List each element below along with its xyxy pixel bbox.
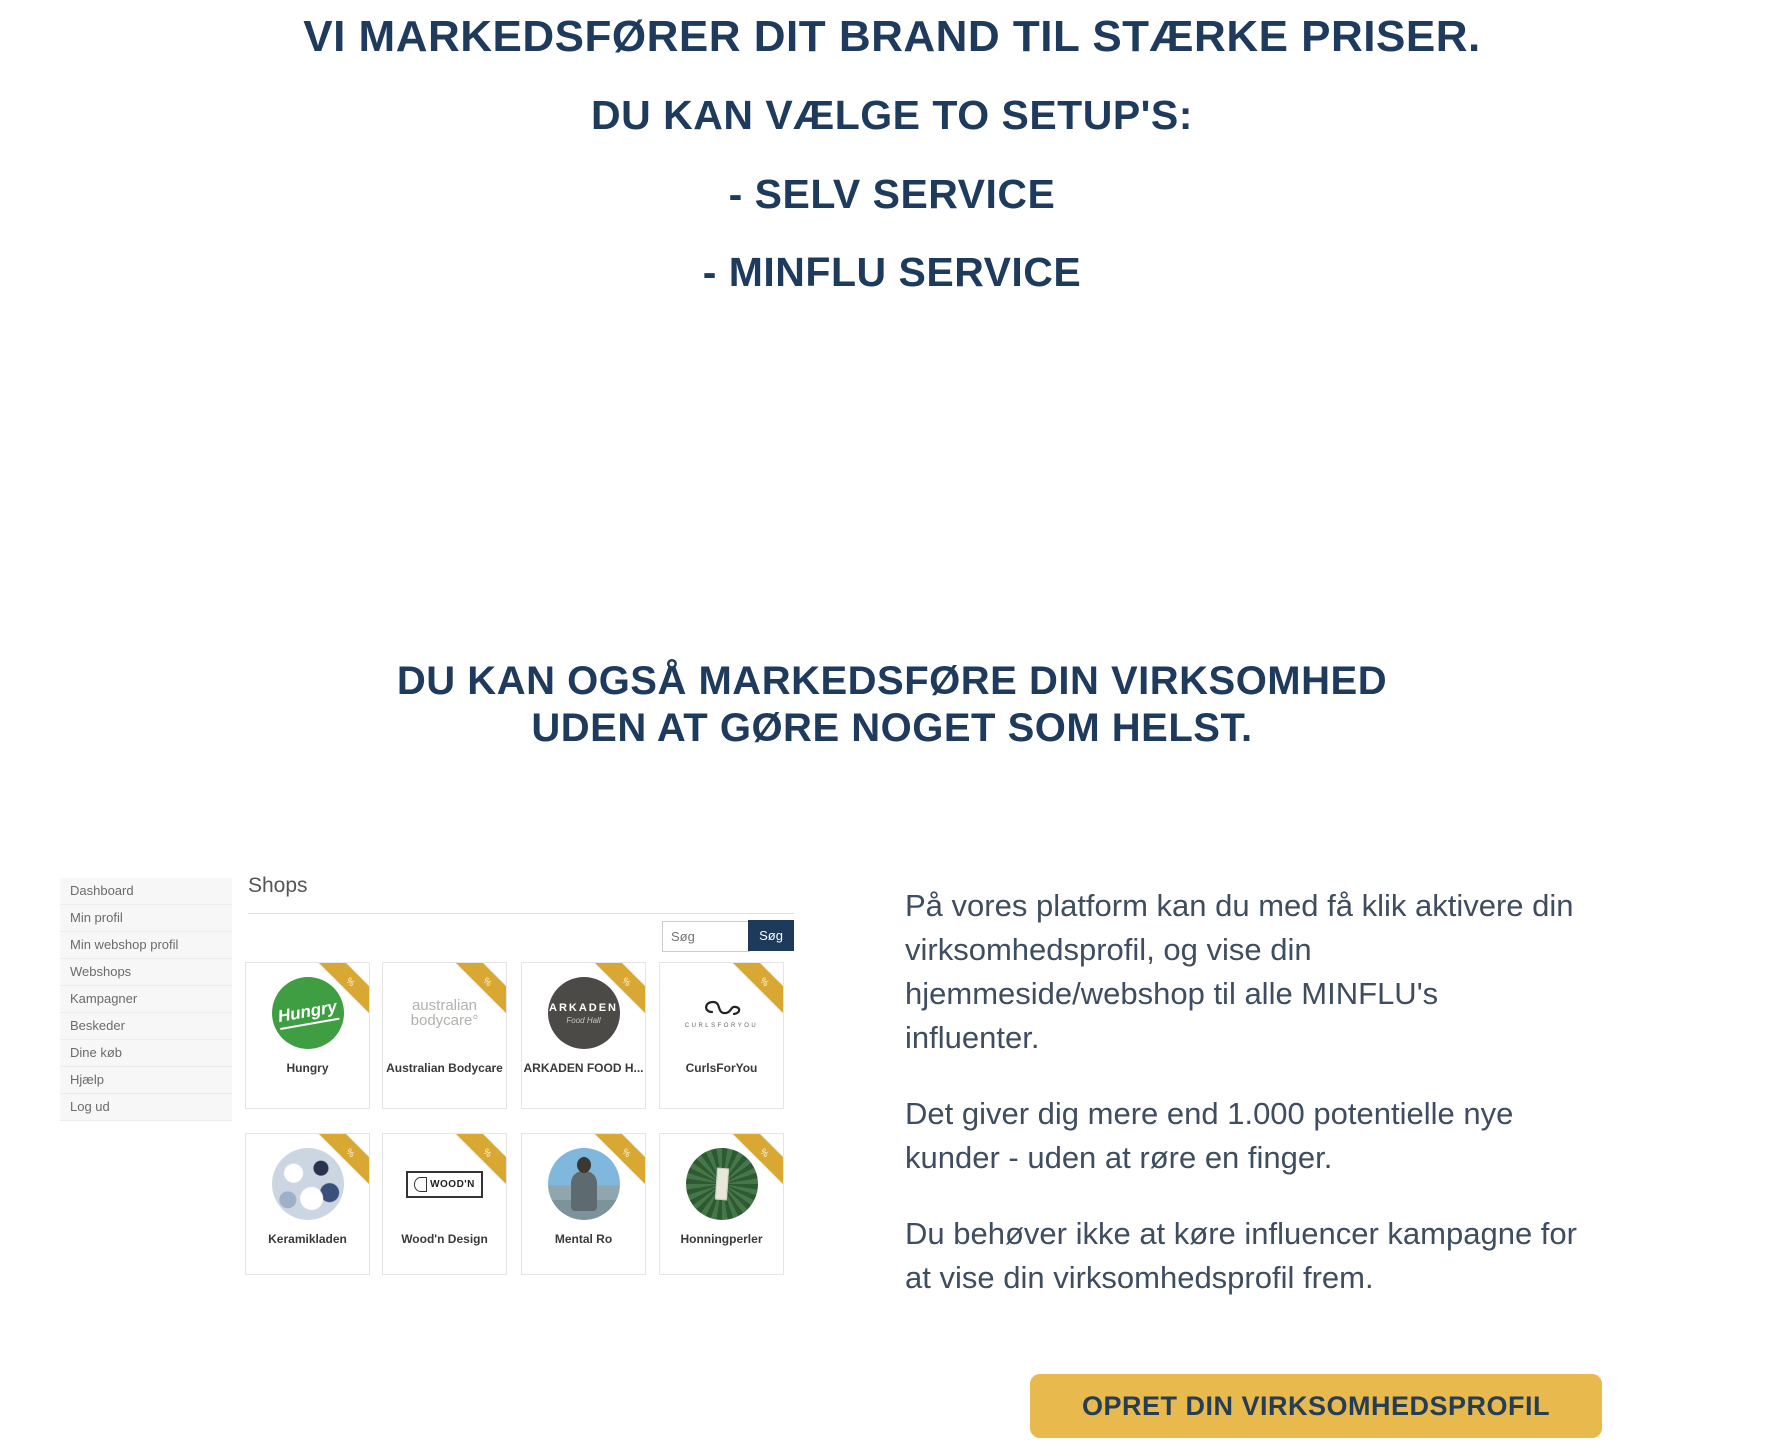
shop-card-australian-bodycare[interactable] bbox=[382, 962, 507, 1109]
discount-ribbon: % bbox=[447, 962, 507, 1022]
p3-line-2: at vise din virksomhedsprofil frem. bbox=[905, 1260, 1374, 1295]
australian-bodycare-logo bbox=[409, 977, 481, 1049]
description-column bbox=[905, 884, 1745, 1332]
discount-ribbon: % bbox=[724, 1133, 784, 1193]
discount-ribbon: % bbox=[586, 1133, 646, 1193]
arkaden-logo-text: ARKADEN bbox=[549, 1001, 618, 1014]
sidebar-item-hjaelp[interactable]: Hjælp bbox=[60, 1067, 232, 1094]
shop-name: ARKADEN FOOD H... bbox=[523, 1061, 644, 1075]
shops-grid bbox=[245, 962, 794, 1275]
curlsforyou-swirl-icon bbox=[700, 998, 744, 1020]
section-heading-line-1: DU KAN OGSÅ MARKEDSFØRE DIN VIRKSOMHED bbox=[396, 659, 1388, 703]
p1-line-3: hjemmeside/webshop til alle MINFLU's bbox=[905, 976, 1439, 1011]
shop-name: Wood'n Design bbox=[401, 1232, 488, 1246]
arkaden-logo bbox=[548, 977, 620, 1049]
sidebar-item-webshops[interactable]: Webshops bbox=[60, 959, 232, 986]
woodn-logo-box bbox=[406, 1171, 483, 1198]
keramikladen-logo-photo bbox=[272, 1148, 344, 1220]
sidebar-item-dine-koeb[interactable]: Dine køb bbox=[60, 1040, 232, 1067]
section-heading bbox=[0, 658, 1784, 752]
honningperler-logo-photo bbox=[686, 1148, 758, 1220]
hero-option-minflu-service: - MINFLU SERVICE bbox=[702, 249, 1082, 295]
woodn-log-icon bbox=[414, 1177, 427, 1192]
woodn-design-logo bbox=[399, 1148, 491, 1220]
woodn-logo-text: WOOD'N bbox=[430, 1178, 475, 1190]
shop-card-woodn-design[interactable] bbox=[382, 1133, 507, 1275]
shop-name: Mental Ro bbox=[554, 1232, 613, 1246]
person-silhouette bbox=[571, 1171, 597, 1211]
hero-heading-2: DU KAN VÆLGE TO SETUP'S: bbox=[591, 92, 1193, 138]
shop-name: Hungry bbox=[286, 1061, 329, 1075]
shops-search-button[interactable]: Søg bbox=[748, 920, 794, 951]
discount-ribbon: % bbox=[310, 1133, 370, 1193]
p1-line-2: virksomhedsprofil, og vise din bbox=[905, 932, 1312, 967]
curlsforyou-logo-subtext: CURLSFORYOU bbox=[684, 1022, 759, 1029]
discount-ribbon: % bbox=[586, 962, 646, 1022]
p1-line-4: influenter. bbox=[905, 1020, 1040, 1055]
sidebar-item-dashboard[interactable]: Dashboard bbox=[60, 878, 232, 905]
shop-card-mental-ro[interactable] bbox=[521, 1133, 646, 1275]
shops-search-input[interactable] bbox=[662, 921, 750, 952]
ab-logo-line-2: bodycare° bbox=[410, 1012, 479, 1029]
create-company-profile-button[interactable]: OPRET DIN VIRKSOMHEDSPROFIL bbox=[1030, 1374, 1602, 1438]
shop-card-hungry[interactable] bbox=[245, 962, 370, 1109]
paragraph-customers bbox=[905, 1092, 1745, 1180]
product-label-shape bbox=[714, 1168, 728, 1201]
discount-ribbon: % bbox=[447, 1133, 507, 1193]
ab-logo-line-1: australian bbox=[411, 997, 478, 1014]
shop-name: Keramikladen bbox=[268, 1232, 347, 1246]
hero-option-selv-service: - SELV SERVICE bbox=[728, 171, 1056, 217]
mental-ro-logo-photo bbox=[548, 1148, 620, 1220]
hero-heading-1: VI MARKEDSFØRER DIT BRAND TIL STÆRKE PRISER. bbox=[303, 12, 1481, 61]
shop-card-honningperler[interactable] bbox=[659, 1133, 784, 1275]
paragraph-no-campaign bbox=[905, 1212, 1745, 1300]
discount-ribbon: % bbox=[310, 962, 370, 1022]
shop-card-keramikladen[interactable] bbox=[245, 1133, 370, 1275]
shop-name: CurlsForYou bbox=[685, 1061, 758, 1075]
sidebar-item-min-profil[interactable]: Min profil bbox=[60, 905, 232, 932]
hungry-logo-text: Hungry bbox=[276, 997, 339, 1030]
shop-name: Australian Bodycare bbox=[386, 1061, 503, 1075]
paragraph-platform bbox=[905, 884, 1745, 1060]
curlsforyou-logo bbox=[686, 977, 758, 1049]
shops-divider bbox=[248, 913, 794, 914]
shop-name: Honningperler bbox=[680, 1232, 763, 1246]
shop-card-curlsforyou[interactable] bbox=[659, 962, 784, 1109]
p3-line-1: Du behøver ikke at køre influencer kampagne for bbox=[905, 1216, 1577, 1251]
sidebar-item-log-ud[interactable]: Log ud bbox=[60, 1094, 232, 1121]
shops-page-title: Shops bbox=[248, 874, 308, 897]
discount-ribbon: % bbox=[724, 962, 784, 1022]
p1-line-1: På vores platform kan du med få klik aktivere din bbox=[905, 888, 1574, 923]
sidebar-item-kampagner[interactable]: Kampagner bbox=[60, 986, 232, 1013]
dashboard-screenshot bbox=[60, 770, 794, 1275]
arkaden-logo-subtext: Food Hall bbox=[566, 1015, 601, 1025]
dashboard-sidebar bbox=[60, 878, 232, 1121]
p2-line-1: Det giver dig mere end 1.000 potentielle nye bbox=[905, 1096, 1514, 1131]
sidebar-item-beskeder[interactable]: Beskeder bbox=[60, 1013, 232, 1040]
sidebar-item-min-webshop-profil[interactable]: Min webshop profil bbox=[60, 932, 232, 959]
p2-line-2: kunder - uden at røre en finger. bbox=[905, 1140, 1333, 1175]
section-heading-line-2: UDEN AT GØRE NOGET SOM HELST. bbox=[531, 706, 1253, 750]
shop-card-arkaden[interactable] bbox=[521, 962, 646, 1109]
hungry-logo bbox=[272, 977, 344, 1049]
